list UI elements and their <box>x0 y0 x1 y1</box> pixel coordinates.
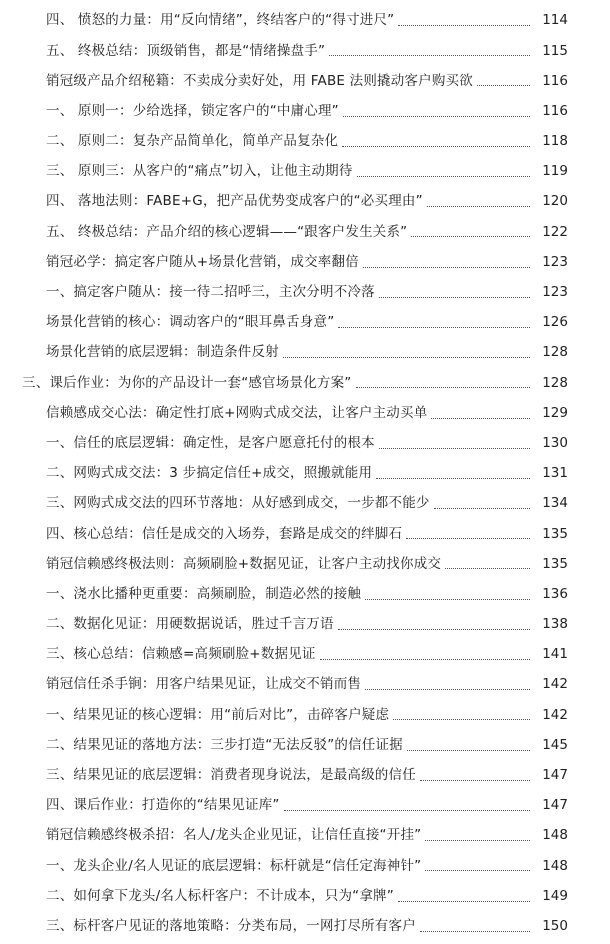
toc-entry[interactable] <box>0 97 610 127</box>
dot-leader <box>357 175 530 177</box>
toc-entry-title: 四、核心总结：信任是成交的入场券，套路是成交的绊脚石 <box>46 525 403 542</box>
toc-entry-title: 一、搞定客户随从：接一待二招呼三，主次分明不冷落 <box>46 284 375 301</box>
toc-entry-title: 销冠信赖感终极杀招：名人/龙头企业见证，让信任直接“开挂” <box>46 827 422 844</box>
dot-leader <box>420 930 530 932</box>
dot-leader <box>365 598 530 600</box>
dot-leader <box>343 115 530 117</box>
toc-entry[interactable] <box>0 640 610 670</box>
toc-entry-page-number: 148 <box>542 857 568 874</box>
toc-entry-page-number: 128 <box>542 344 568 361</box>
toc-entry-page-number: 129 <box>542 404 568 421</box>
toc-entry[interactable] <box>0 700 610 730</box>
toc-entry[interactable] <box>0 549 610 579</box>
dot-leader <box>379 447 530 449</box>
toc-entry-page-number: 116 <box>542 72 568 89</box>
dot-leader <box>398 900 530 902</box>
toc-entry-title: 一、龙头企业/名人见证的底层逻辑：标杆就是“信任定海神针” <box>46 857 422 874</box>
toc-entry-page-number: 136 <box>542 585 568 602</box>
toc-entry-title: 一、结果见证的核心逻辑：用“前后对比”，击碎客户疑虑 <box>46 706 390 723</box>
dot-leader <box>427 205 530 207</box>
dot-leader <box>320 658 530 660</box>
dot-leader <box>338 326 530 328</box>
toc-entry[interactable] <box>0 761 610 791</box>
dot-leader <box>477 84 530 86</box>
toc-entry-page-number: 149 <box>542 887 568 904</box>
toc-entry-title: 三、网购式成交法的四环节落地：从好感到成交，一步都不能少 <box>46 495 430 512</box>
toc-entry[interactable] <box>0 580 610 610</box>
dot-leader <box>363 266 530 268</box>
toc-entry-title: 销冠级产品介绍秘籍：不卖成分卖好处，用 FABE 法则撬动客户购买欲 <box>46 72 473 89</box>
toc-entry-page-number: 142 <box>542 676 568 693</box>
toc-entry-title: 场景化营销的底层逻辑：制造条件反射 <box>46 344 279 361</box>
toc-entry[interactable] <box>0 338 610 368</box>
dot-leader <box>329 54 530 56</box>
toc-entry[interactable] <box>0 610 610 640</box>
toc-entry-title: 四、课后作业：打造你的“结果见证库” <box>46 797 280 814</box>
dot-leader <box>379 296 530 298</box>
dot-leader <box>445 567 530 569</box>
dot-leader <box>393 718 530 720</box>
toc-entry-page-number: 114 <box>542 12 568 29</box>
dot-leader <box>398 24 530 26</box>
toc-entry-title: 二、 原则二：复杂产品简单化，简单产品复杂化 <box>46 133 339 150</box>
toc-entry[interactable] <box>0 157 610 187</box>
toc-entry-page-number: 150 <box>542 917 568 934</box>
dot-leader <box>420 779 530 781</box>
toc-entry-page-number: 119 <box>542 163 568 180</box>
toc-entry-page-number: 123 <box>542 253 568 270</box>
toc-entry-title: 四、 愤怒的力量：用“反向情绪”，终结客户的“得寸进尺” <box>46 12 395 29</box>
toc-entry[interactable] <box>0 66 610 96</box>
toc-entry-page-number: 141 <box>542 646 568 663</box>
toc-entry[interactable] <box>0 217 610 247</box>
toc-entry-title: 三、课后作业：为你的产品设计一套“感官场景化方案” <box>22 374 352 391</box>
toc-entry-page-number: 135 <box>542 525 568 542</box>
toc-entry-page-number: 115 <box>542 42 568 59</box>
toc-entry-title: 三、 原则三：从客户的“痛点”切入，让他主动期待 <box>46 163 353 180</box>
toc-entry-title: 销冠信任杀手锏：用客户结果见证，让成交不销而售 <box>46 676 362 693</box>
dot-leader <box>376 477 530 479</box>
toc-entry-page-number: 126 <box>542 314 568 331</box>
toc-entry[interactable] <box>0 459 610 489</box>
toc-entry-page-number: 145 <box>542 736 568 753</box>
toc-entry-title: 二、结果见证的落地方法：三步打造“无法反驳”的信任证据 <box>46 736 403 753</box>
toc-entry-title: 信赖感成交心法：确定性打底+网购式成交法，让客户主动买单 <box>46 404 428 421</box>
toc-entry-page-number: 116 <box>542 102 568 119</box>
toc-entry-title: 销冠必学：搞定客户随从+场景化营销，成交率翻倍 <box>46 253 359 270</box>
toc-entry[interactable] <box>0 519 610 549</box>
toc-entry-page-number: 123 <box>542 284 568 301</box>
toc-entry-title: 一、 原则一：少给选择，锁定客户的“中庸心理” <box>46 102 339 119</box>
table-of-contents <box>0 6 610 942</box>
toc-entry-page-number: 130 <box>542 434 568 451</box>
toc-entry-page-number: 142 <box>542 706 568 723</box>
toc-entry[interactable] <box>0 489 610 519</box>
toc-entry-title: 一、浇水比播种更重要：高频刷脸，制造必然的接触 <box>46 585 362 602</box>
toc-entry[interactable] <box>0 791 610 821</box>
toc-entry[interactable] <box>0 187 610 217</box>
toc-entry[interactable] <box>0 881 610 911</box>
toc-entry[interactable] <box>0 248 610 278</box>
toc-entry-page-number: 128 <box>542 374 568 391</box>
toc-entry-title: 二、如何拿下龙头/名人标杆客户：不计成本，只为“拿牌” <box>46 887 394 904</box>
toc-entry[interactable] <box>0 912 610 942</box>
toc-entry[interactable] <box>0 36 610 66</box>
dot-leader <box>356 386 531 388</box>
toc-entry[interactable] <box>0 429 610 459</box>
dot-leader <box>431 417 530 419</box>
toc-entry[interactable] <box>0 670 610 700</box>
toc-entry[interactable] <box>0 368 610 398</box>
toc-entry-page-number: 148 <box>542 827 568 844</box>
toc-entry-page-number: 120 <box>542 193 568 210</box>
toc-entry[interactable] <box>0 731 610 761</box>
toc-entry-page-number: 147 <box>542 767 568 784</box>
toc-entry-title: 五、 终极总结：顶级销售，都是“情绪操盘手” <box>46 42 326 59</box>
dot-leader <box>411 235 530 237</box>
dot-leader <box>342 145 530 147</box>
toc-entry-title: 二、数据化见证：用硬数据说话，胜过千言万语 <box>46 616 334 633</box>
toc-entry-page-number: 147 <box>542 797 568 814</box>
toc-entry-title: 三、结果见证的底层逻辑：消费者现身说法，是最高级的信任 <box>46 767 416 784</box>
dot-leader <box>283 356 530 358</box>
dot-leader <box>338 628 530 630</box>
toc-entry-title: 二、网购式成交法：3 步搞定信任+成交，照搬就能用 <box>46 465 373 482</box>
toc-entry-title: 一、信任的底层逻辑：确定性，是客户愿意托付的根本 <box>46 434 375 451</box>
toc-entry-title: 五、 终极总结：产品介绍的核心逻辑——“跟客户发生关系” <box>46 223 408 240</box>
toc-entry-title: 三、核心总结：信赖感=高频刷脸+数据见证 <box>46 646 316 663</box>
toc-entry-page-number: 135 <box>542 555 568 572</box>
toc-entry-title: 销冠信赖感终极法则：高频刷脸+数据见证，让客户主动找你成交 <box>46 555 442 572</box>
dot-leader <box>365 688 530 690</box>
toc-entry[interactable] <box>0 278 610 308</box>
toc-entry-page-number: 118 <box>542 133 568 150</box>
toc-entry[interactable] <box>0 851 610 881</box>
toc-entry[interactable] <box>0 821 610 851</box>
toc-entry-title: 三、标杆客户见证的落地策略：分类布局，一网打尽所有客户 <box>46 917 416 934</box>
toc-entry[interactable] <box>0 6 610 36</box>
toc-entry[interactable] <box>0 398 610 428</box>
toc-entry-page-number: 138 <box>542 616 568 633</box>
toc-entry[interactable] <box>0 308 610 338</box>
toc-entry-page-number: 134 <box>542 495 568 512</box>
toc-entry-title: 四、 落地法则：FABE+G，把产品优势变成客户的“必买理由” <box>46 193 423 210</box>
dot-leader <box>434 507 530 509</box>
toc-entry[interactable] <box>0 127 610 157</box>
dot-leader <box>425 839 530 841</box>
dot-leader <box>406 537 530 539</box>
toc-entry-title: 场景化营销的核心：调动客户的“眼耳鼻舌身意” <box>46 314 335 331</box>
dot-leader <box>425 869 530 871</box>
dot-leader <box>284 809 530 811</box>
toc-entry-page-number: 122 <box>542 223 568 240</box>
dot-leader <box>407 749 530 751</box>
toc-entry-page-number: 131 <box>542 465 568 482</box>
